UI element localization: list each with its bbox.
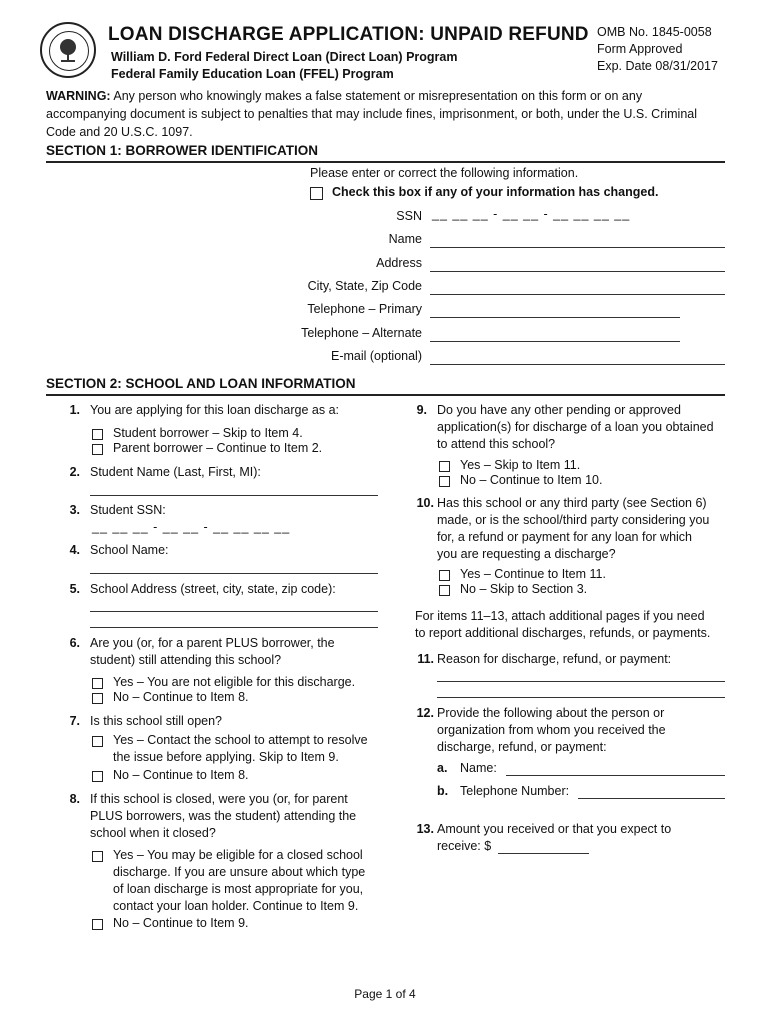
item7-number: 7. [69,714,80,728]
telephone-alternate-label: Telephone – Alternate [301,326,422,340]
item12-number: 12. [416,706,434,720]
item12b-label: b. [437,784,449,798]
program-direct-loan: William D. Ford Federal Direct Loan (Direct Loan) Program [111,50,458,64]
reason-field-1[interactable] [437,681,725,682]
amount-field[interactable] [498,853,589,854]
item6-no-checkbox[interactable] [92,693,103,704]
item7-yes-label-line1: Yes – Contact the school to attempt to resolve [113,733,368,747]
item13-question-line1: Amount you received or that you expect to [437,822,672,836]
item8-no-label: No – Continue to Item 9. [113,916,249,930]
item13-question-line2: receive: $ [437,839,492,853]
item4-number: 4. [69,543,80,557]
item9-yes-checkbox[interactable] [439,461,450,472]
page-number: Page 1 of 4 [354,987,416,1001]
item4-question: School Name: [90,543,169,557]
item13-number: 13. [416,822,434,836]
item7-yes-label-line2: the issue before applying. Skip to Item 9. [113,750,339,764]
item8-question-line3: school when it closed? [90,826,216,840]
name-field[interactable] [430,247,725,248]
item9-question-line2: application(s) for discharge of a loan you obtained [437,420,714,434]
item6-question-line1: Are you (or, for a parent PLUS borrower, the [90,636,335,650]
item10-question-line2: made, or is the school/third party considering you [437,513,710,527]
city-state-zip-label: City, State, Zip Code [307,279,422,293]
item10-yes-checkbox[interactable] [439,570,450,581]
item1-question: You are applying for this loan discharge as a: [90,403,340,417]
name-label: Name [388,232,422,246]
item11-question: Reason for discharge, refund, or payment: [437,652,672,666]
item8-question-line1: If this school is closed, were you (or, for parent [90,792,348,806]
item9-question-line1: Do you have any other pending or approved [437,403,681,417]
item11-number: 11. [417,652,434,666]
item2-question: Student Name (Last, First, MI): [90,465,261,479]
item5-number: 5. [69,582,80,596]
form-title: LOAN DISCHARGE APPLICATION: UNPAID REFUND [108,24,589,45]
item8-yes-label-line1: Yes – You may be eligible for a closed school [113,848,363,862]
item1-number: 1. [69,403,80,417]
email-field[interactable] [430,364,725,365]
reason-field-2[interactable] [437,697,725,698]
item10-no-label: No – Skip to Section 3. [460,582,588,596]
item8-no-checkbox[interactable] [92,919,103,930]
item6-question-line2: student) still attending this school? [90,653,282,667]
ssn-label: SSN [396,209,422,223]
school-name-field[interactable] [90,573,378,574]
omb-number: OMB No. 1845-0058 [597,25,712,39]
item6-no-label: No – Continue to Item 8. [113,690,249,704]
item7-question: Is this school still open? [90,714,223,728]
form-approved: Form Approved [597,42,683,56]
telephone-alternate-field[interactable] [430,341,680,342]
address-field[interactable] [430,271,725,272]
item10-question-line3: for, a refund or payment for any loan for which [437,530,692,544]
section1-rule [46,161,725,163]
item10-number: 10. [416,496,434,510]
item8-yes-label-line3: of loan discharge is most appropriate for you, [113,882,364,896]
item5-question: School Address (street, city, state, zip code): [90,582,336,596]
item12a-label: a. [437,761,448,775]
expiration-date: Exp. Date 08/31/2017 [597,59,718,73]
info-changed-checkbox[interactable] [310,187,323,200]
item8-question-line2: PLUS borrowers, was the student) attending the [90,809,357,823]
telephone-primary-field[interactable] [430,317,680,318]
student-ssn-field[interactable]: __ __ __ - __ __ - __ __ __ __ [92,520,291,534]
item12b-text: Telephone Number: [460,784,570,798]
telephone-primary-label: Telephone – Primary [307,302,422,316]
item1-parent-checkbox[interactable] [92,444,103,455]
item12a-text: Name: [460,761,497,775]
section1-title: SECTION 1: BORROWER IDENTIFICATION [46,143,318,158]
item6-number: 6. [69,636,80,650]
item6-yes-checkbox[interactable] [92,678,103,689]
item6-yes-label: Yes – You are not eligible for this discharge. [113,675,356,689]
attach-note-line2: to report additional discharges, refunds, or payments. [415,626,711,640]
item1-student-checkbox[interactable] [92,429,103,440]
item9-question-line3: to attend this school? [437,437,556,451]
info-changed-label: Check this box if any of your information has changed. [332,185,659,199]
ssn-field[interactable]: __ __ __ - __ __ - __ __ __ __ [432,207,631,221]
item10-yes-label: Yes – Continue to Item 11. [460,567,606,581]
item10-question-line1: Has this school or any third party (see Section 6) [437,496,707,510]
item10-no-checkbox[interactable] [439,585,450,596]
item9-no-checkbox[interactable] [439,476,450,487]
omb-info [597,24,718,75]
item9-number: 9. [416,403,427,417]
warning-body: Any person who knowingly makes a false statement or misrepresentation on this form or on any accompanying document is subject to penalties that may include fines, imprisonment, or both, under the U.S. Criminal Code and 20 U.S.C. 1097. [46,89,698,139]
item1-parent-label: Parent borrower – Continue to Item 2. [113,441,323,455]
tree-icon [54,36,82,64]
payer-telephone-field[interactable] [578,798,725,799]
item9-no-label: No – Continue to Item 10. [460,473,603,487]
item8-yes-checkbox[interactable] [92,851,103,862]
item8-yes-label-line2: discharge. If you are unsure about which type [113,865,366,879]
item8-number: 8. [69,792,80,806]
warning-text [46,87,726,141]
payer-name-field[interactable] [506,775,725,776]
department-seal [40,22,96,78]
item3-number: 3. [69,503,80,517]
school-address-field-2[interactable] [90,627,378,628]
item7-no-checkbox[interactable] [92,771,103,782]
section2-title: SECTION 2: SCHOOL AND LOAN INFORMATION [46,376,356,391]
school-address-field-1[interactable] [90,611,378,612]
attach-note-line1: For items 11–13, attach additional pages if you need [415,609,705,623]
item3-question: Student SSN: [90,503,166,517]
item12-question-line2: organization from whom you received the [437,723,666,737]
item2-number: 2. [69,465,80,479]
item7-yes-checkbox[interactable] [92,736,103,747]
item12-question-line3: discharge, refund, or payment: [437,740,607,754]
item12-question-line1: Provide the following about the person or [437,706,665,720]
item8-yes-label-line4: contact your loan holder. Continue to Item 9. [113,899,359,913]
item7-no-label: No – Continue to Item 8. [113,768,249,782]
section1-instruction: Please enter or correct the following information. [310,166,579,180]
city-state-zip-field[interactable] [430,294,725,295]
email-label: E-mail (optional) [330,349,422,363]
item10-question-line4: you are requesting a discharge? [437,547,616,561]
warning-label: WARNING: [46,89,111,103]
item1-student-label: Student borrower – Skip to Item 4. [113,426,303,440]
item9-yes-label: Yes – Skip to Item 11. [460,458,581,472]
program-ffel: Federal Family Education Loan (FFEL) Program [111,67,394,81]
section2-rule [46,394,725,396]
student-name-field[interactable] [90,495,378,496]
address-label: Address [376,256,422,270]
